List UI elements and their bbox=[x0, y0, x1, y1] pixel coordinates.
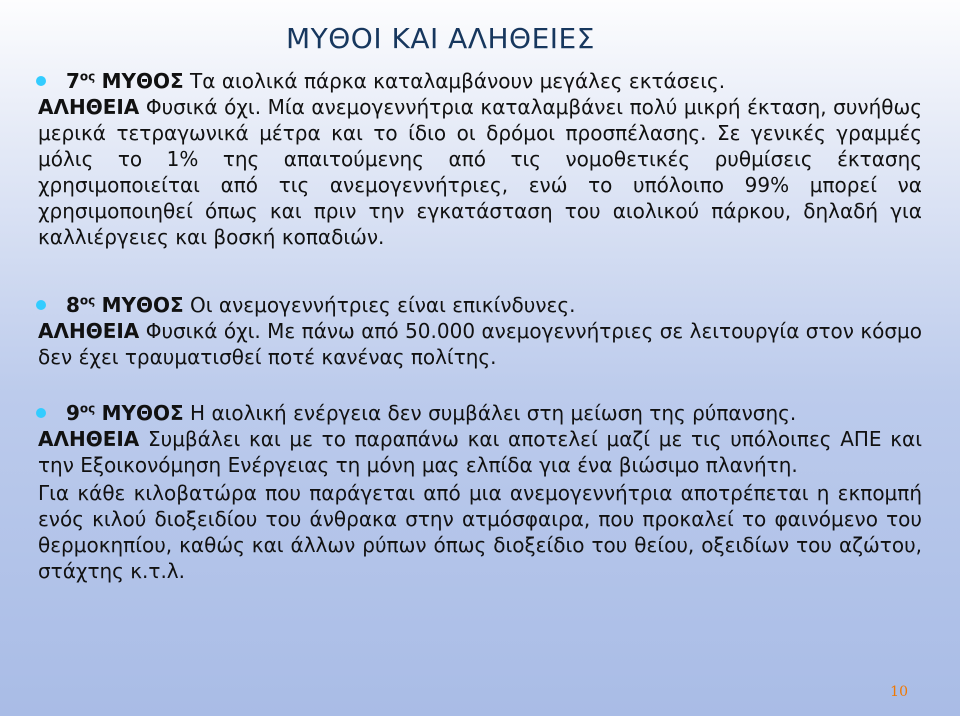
truth-8-text: Φυσικά όχι. Με πάνω από 50.000 ανεμογεννήτριες σε λειτουργία στον κόσμο δεν έχει τραυματισθεί ποτέ κανένας πολίτης. bbox=[38, 319, 922, 369]
myth-9-block bbox=[38, 400, 922, 584]
myth-9-statement bbox=[38, 400, 922, 426]
myth-8-block bbox=[38, 292, 922, 370]
slide-title: ΜΥΘΟΙ ΚΑΙ ΑΛΗΘΕΙΕΣ bbox=[286, 22, 595, 55]
myth-9-number: 9 bbox=[66, 401, 80, 425]
myth-7-text: Τα αιολικά πάρκα καταλαμβάνουν μεγάλες εκτάσεις. bbox=[183, 69, 726, 93]
myth-7-block bbox=[38, 68, 922, 250]
myth-9-text: Η αιολική ενέργεια δεν συμβάλει στη μείωση της ρύπανσης. bbox=[183, 401, 797, 425]
myth-8-ordinal: ος bbox=[79, 293, 96, 308]
myth-8-number: 8 bbox=[66, 293, 80, 317]
myth-9-extra: Για κάθε κιλοβατώρα που παράγεται από μια ανεμογεννήτρια αποτρέπεται η εκπομπή ενός κιλού διοξειδίου του άνθρακα στην ατμόσφαιρα, που προκαλεί το φαινόμενο του θερμοκηπίου, καθώς και άλλων ρύπων όπως διοξείδιο του θείου, οξειδίων του αζώτου, στάχτης κ.τ.λ. bbox=[38, 481, 922, 583]
truth-9-text: Συμβάλει και με το παραπάνω και αποτελεί μαζί με τις υπόλοιπες ΑΠΕ και την Εξοικονόμηση Ενέργειας τη μόνη μας ελπίδα για ένα βιώσιμο πλανήτη. bbox=[38, 427, 922, 477]
page-number: 10 bbox=[890, 684, 908, 700]
truth-8-label: ΑΛΗΘΕΙΑ bbox=[38, 319, 140, 343]
myth-7-label: ΜΥΘΟΣ bbox=[101, 69, 184, 93]
myth-7-number: 7 bbox=[66, 69, 80, 93]
myth-8-text: Οι ανεμογεννήτριες είναι επικίνδυνες. bbox=[183, 293, 576, 317]
myth-8-label: ΜΥΘΟΣ bbox=[101, 293, 184, 317]
truth-9-label: ΑΛΗΘΕΙΑ bbox=[38, 427, 140, 451]
myth-9-label: ΜΥΘΟΣ bbox=[101, 401, 184, 425]
myth-7-statement bbox=[38, 68, 922, 94]
myth-7-truth bbox=[38, 94, 922, 250]
myth-9-truth bbox=[38, 426, 922, 478]
myth-8-statement bbox=[38, 292, 922, 318]
truth-7-text: Φυσικά όχι. Μία ανεμογεννήτρια καταλαμβάνει πολύ μικρή έκταση, συνήθως μερικά τετραγωνικά μέτρα και το ίδιο οι δρόμοι προσπέλασης. Σε γενικές γραμμές μόλις το 1% της απαιτούμενης από τις νομοθετικές ρυθμίσεις έκτασης χρησιμοποιείται από τις ανεμογεννήτριες, ενώ το υπόλοιπο 99% μπορεί να χρησιμοποιηθεί όπως και πριν την εγκατάσταση του αιολικού πάρκου, δηλαδή για καλλιέργειες και βοσκή κοπαδιών. bbox=[38, 95, 922, 249]
myth-8-truth bbox=[38, 318, 922, 370]
myth-9-ordinal: ος bbox=[79, 401, 96, 416]
myth-7-ordinal: ος bbox=[79, 69, 96, 84]
truth-7-label: ΑΛΗΘΕΙΑ bbox=[38, 95, 140, 119]
